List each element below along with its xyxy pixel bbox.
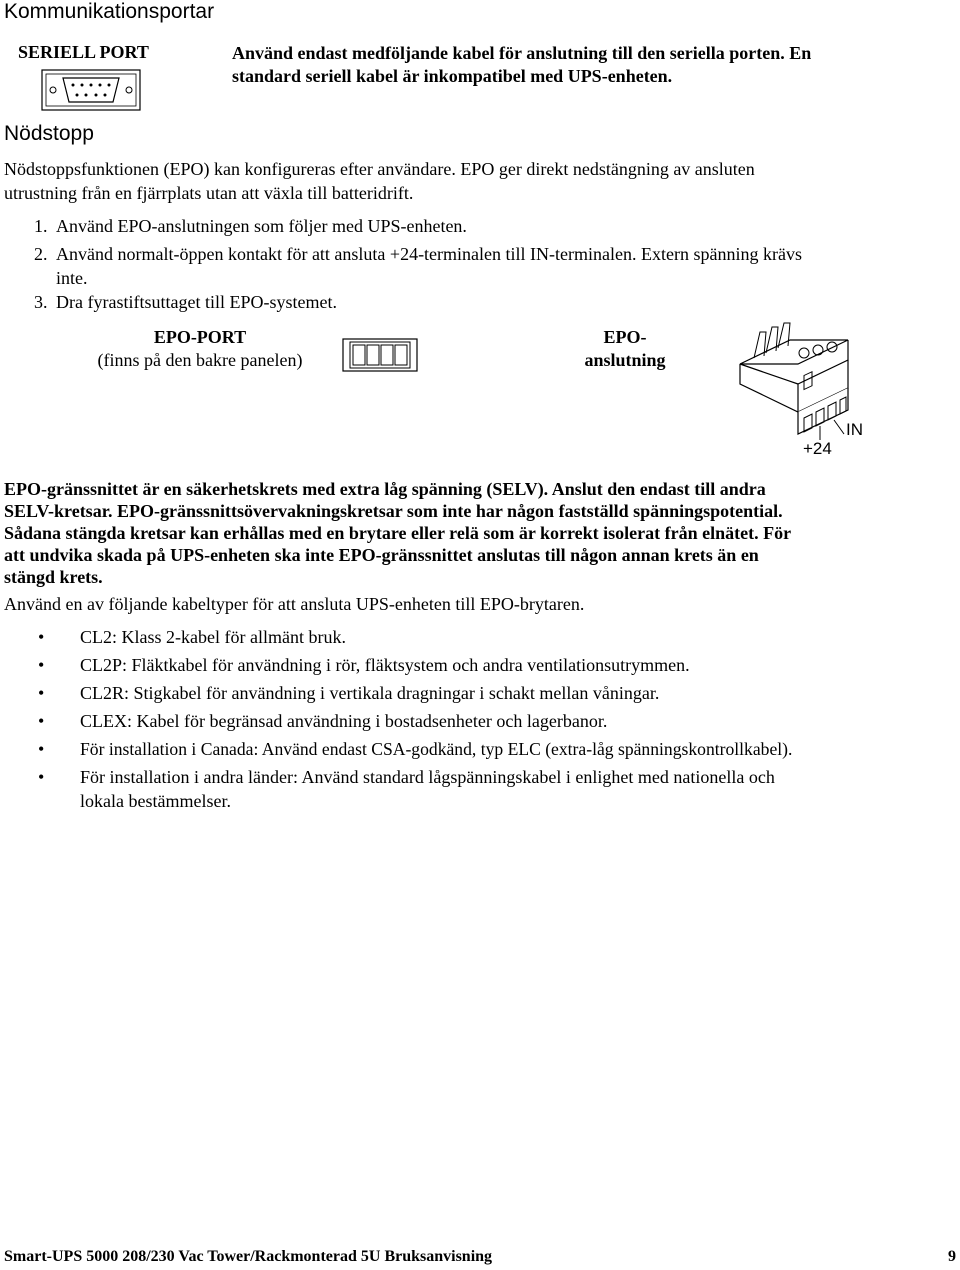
terminal-in-label: IN bbox=[846, 420, 863, 439]
bullet-glyph: • bbox=[38, 739, 45, 759]
epo-port-label-block bbox=[60, 326, 340, 372]
serial-text-line-2: standard seriell kabel är inkompatibel med UPS-enheten. bbox=[232, 66, 673, 86]
step-number: 1. bbox=[34, 216, 48, 236]
step-text: Använd normalt-öppen kontakt för att ansluta +24-terminalen till IN-terminalen. Extern spänning krävs bbox=[56, 244, 802, 264]
epo-step-3 bbox=[34, 290, 954, 314]
bullet-glyph: • bbox=[38, 627, 45, 647]
epo-port-sublabel: (finns på den bakre panelen) bbox=[97, 350, 303, 370]
serial-text-line-1: Använd endast medföljande kabel för anslutning till den seriella porten. En bbox=[232, 43, 812, 63]
epo-step-2 bbox=[34, 242, 954, 290]
epo-connector-label-line-2: anslutning bbox=[584, 350, 666, 370]
bullet-glyph: • bbox=[38, 683, 45, 703]
selv-warning-paragraph bbox=[4, 478, 959, 588]
section-heading-emergency-stop: Nödstopp bbox=[4, 122, 94, 145]
bullet-text: CL2R: Stigkabel för användning i vertikala dragningar i schakt mellan våningar. bbox=[80, 683, 660, 703]
bullet-text: För installation i andra länder: Använd standard lågspänningskabel i enlighet med nationella och bbox=[80, 767, 775, 787]
bullet-text: För installation i Canada: Använd endast CSA-godkänd, typ ELC (extra-låg spänningskontrollkabel). bbox=[80, 739, 793, 759]
epo-connector-label-line-1: EPO- bbox=[603, 327, 647, 347]
serial-port-icon bbox=[41, 69, 141, 111]
bullet-text: CL2: Klass 2-kabel för allmänt bruk. bbox=[80, 627, 346, 647]
step-text: Använd EPO-anslutningen som följer med UPS-enheten. bbox=[56, 216, 467, 236]
selv-line-2: SELV-kretsar. EPO-gränssnittsövervakningskretsar som inte har någon fastställd spänningspotential. bbox=[4, 501, 783, 521]
epo-port-label: EPO-PORT bbox=[153, 327, 247, 347]
epo-step-1 bbox=[34, 214, 954, 238]
section-heading-communication-ports: Kommunikationsportar bbox=[4, 0, 215, 23]
bullet-text: CLEX: Kabel för begränsad användning i bostadsenheter och lagerbanor. bbox=[80, 711, 608, 731]
step-text: Dra fyrastiftsuttaget till EPO-systemet. bbox=[56, 292, 337, 312]
epo-intro-paragraph bbox=[4, 157, 954, 205]
cable-types-intro: Använd en av följande kabeltyper för att ansluta UPS-enheten till EPO-brytaren. bbox=[4, 594, 585, 614]
bullet-text: CL2P: Fläktkabel för användning i rör, fläktsystem och andra ventilationsutrymmen. bbox=[80, 655, 690, 675]
bullet-text-continued: lokala bestämmelser. bbox=[80, 791, 231, 811]
step-number: 3. bbox=[34, 292, 48, 312]
step-text-continued: inte. bbox=[56, 268, 88, 288]
epo-intro-line-1: Nödstoppsfunktionen (EPO) kan konfigureras efter användare. EPO ger direkt nedstängning av ansluten bbox=[4, 159, 755, 179]
bullet-glyph: • bbox=[38, 711, 45, 731]
serial-port-label: SERIELL PORT bbox=[18, 42, 149, 62]
footer-product-title: Smart-UPS 5000 208/230 Vac Tower/Rackmonterad 5U Bruksanvisning bbox=[4, 1248, 493, 1265]
epo-connector-label-block bbox=[560, 326, 690, 372]
step-number: 2. bbox=[34, 244, 48, 264]
bullet-glyph: • bbox=[38, 655, 45, 675]
selv-line-5: stängd krets. bbox=[4, 567, 103, 587]
bullet-glyph: • bbox=[38, 767, 45, 787]
bullet-text-block bbox=[80, 765, 960, 813]
serial-port-description bbox=[232, 42, 952, 88]
footer-page-number: 9 bbox=[948, 1248, 956, 1265]
epo-port-icon bbox=[342, 338, 418, 372]
epo-intro-line-2: utrustning från en fjärrplats utan att växla till batteridrift. bbox=[4, 183, 414, 203]
selv-line-3: Sådana stängda kretsar kan erhållas med en brytare eller relä som är korrekt isolerat från elnätet. För bbox=[4, 523, 792, 543]
terminal-24-label: +24 bbox=[803, 439, 832, 458]
selv-line-1: EPO-gränssnittet är en säkerhetskrets med extra låg spänning (SELV). Anslut den endast till andra bbox=[4, 479, 766, 499]
selv-line-4: att undvika skada på UPS-enheten ska inte EPO-gränssnittet anslutas till någon annan krets än en bbox=[4, 545, 759, 565]
